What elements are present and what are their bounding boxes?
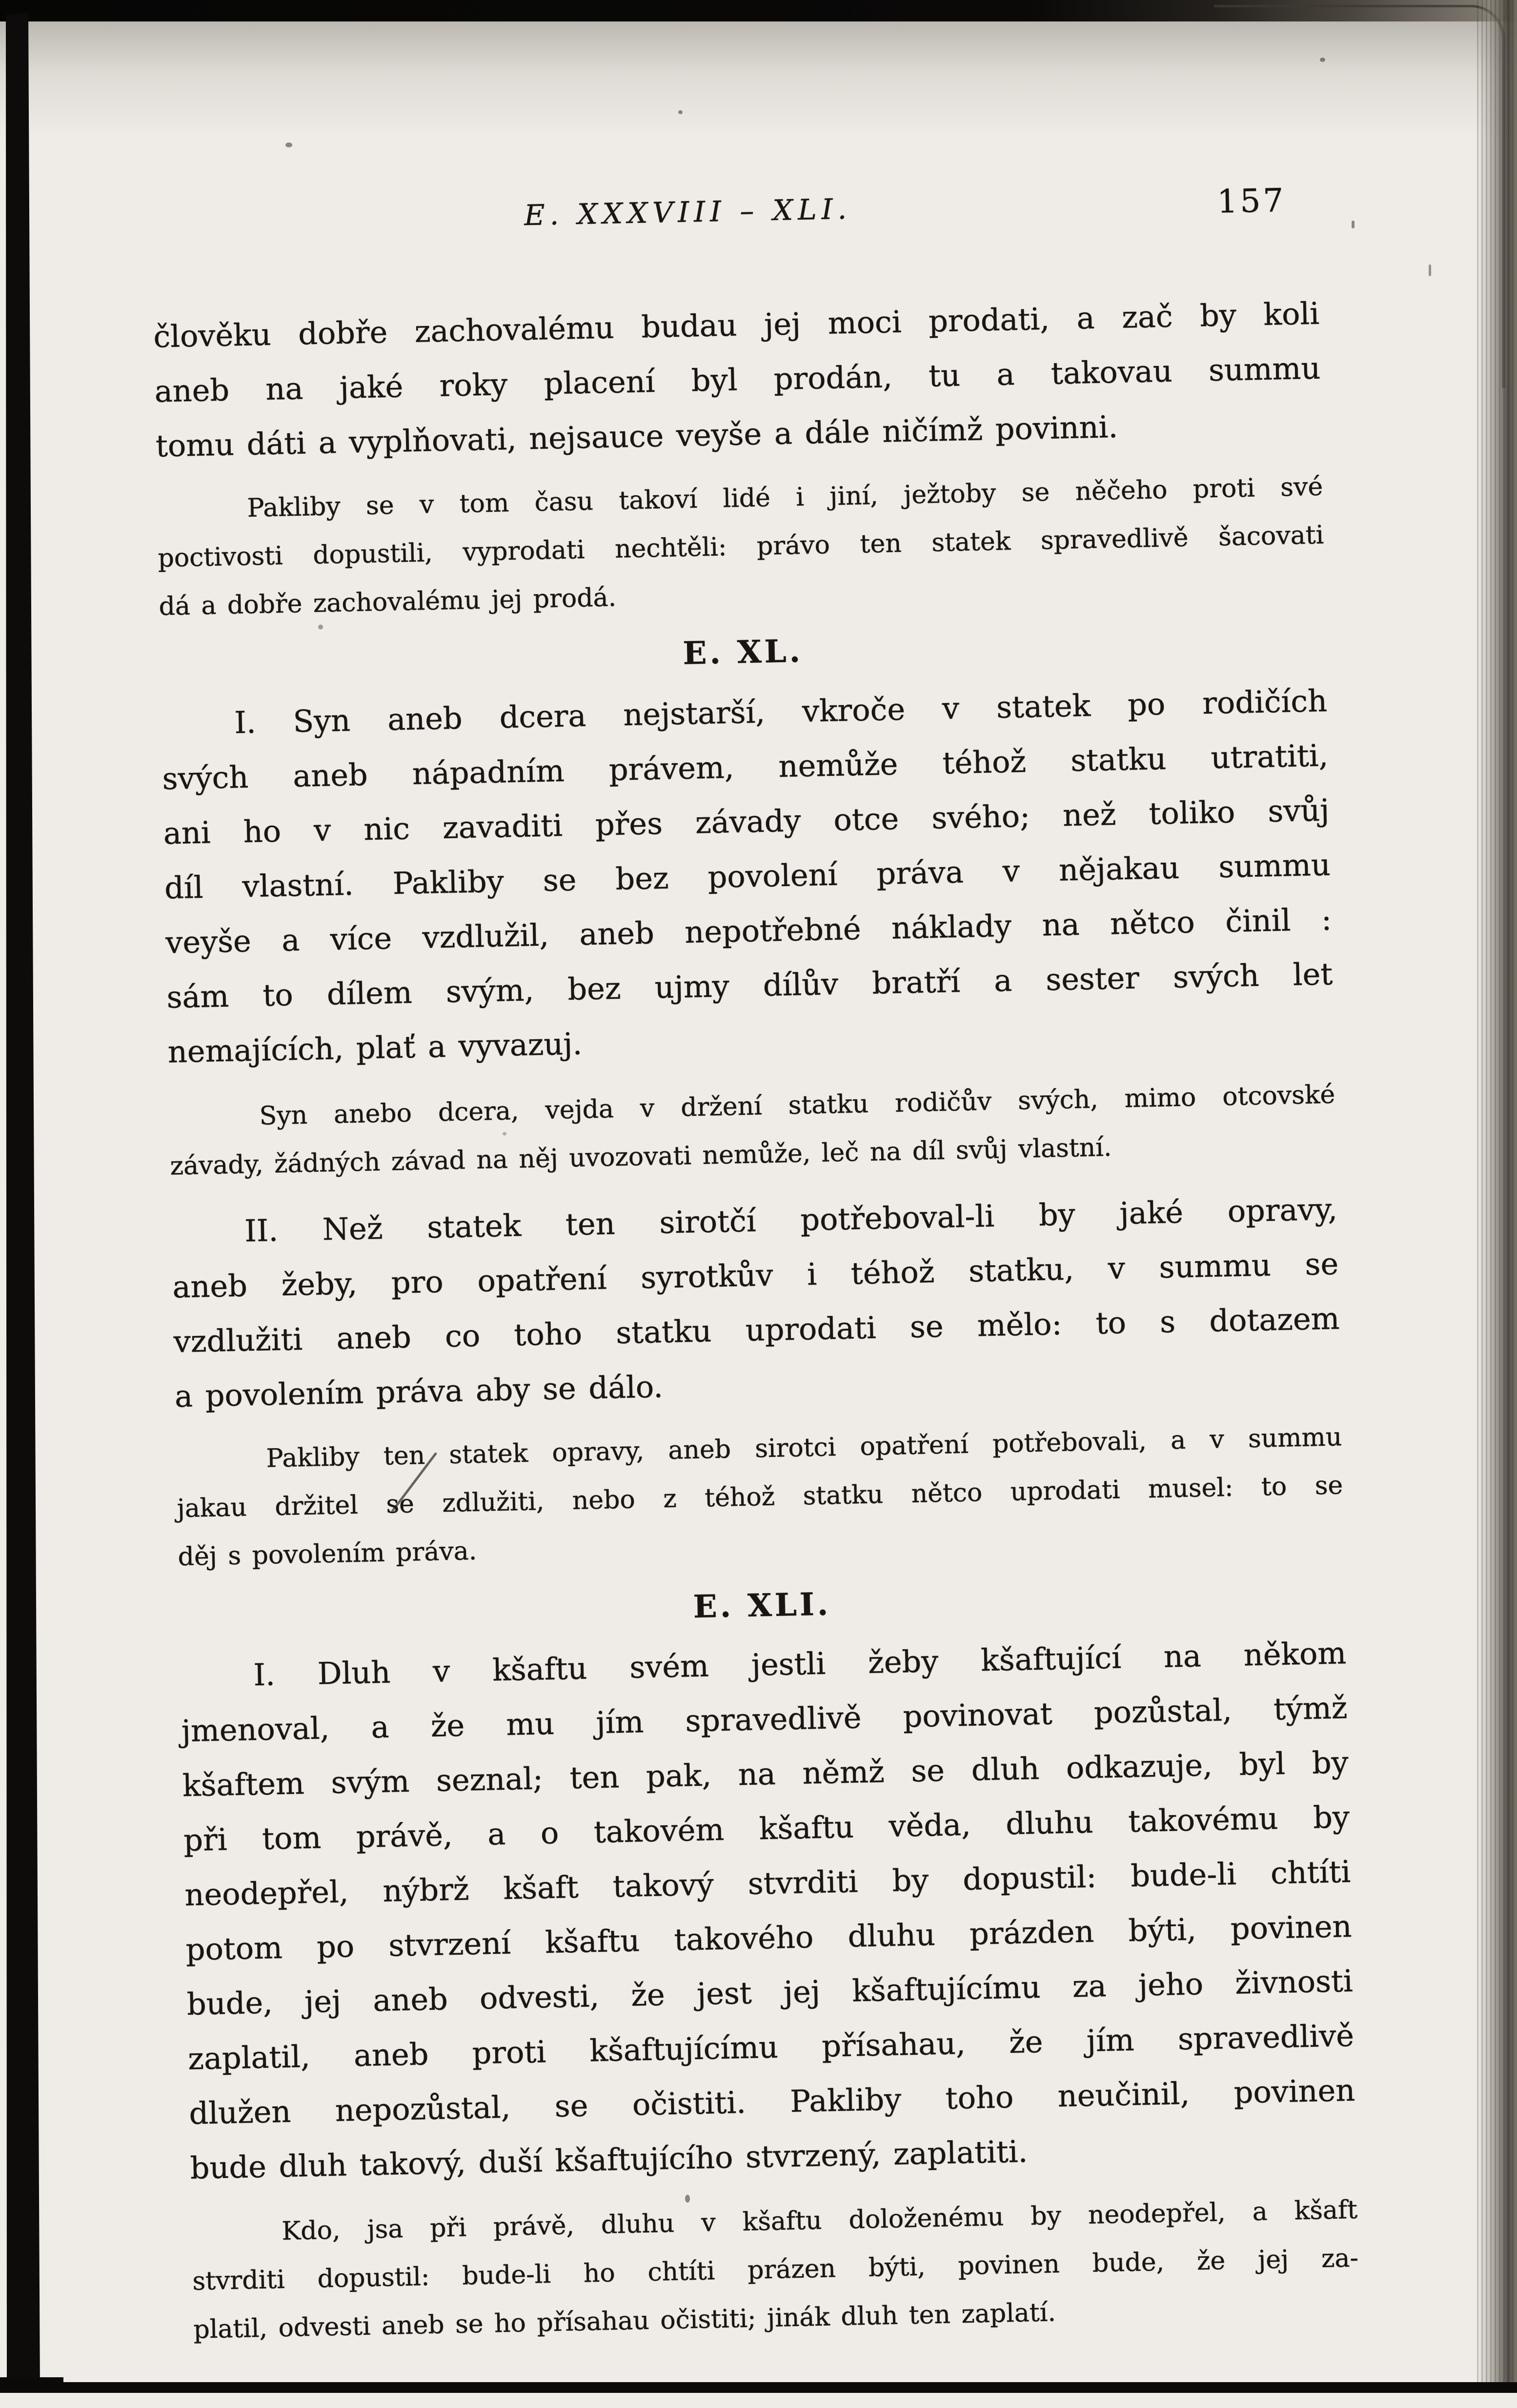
page-number: 157 (1216, 181, 1287, 221)
text-line: tomu dáti a vyplňovati, nejsauce veyše a dále ničímž povinni. (155, 408, 1118, 464)
statute-paragraph (180, 1626, 1356, 2196)
text-line: závady, žádných závad na něj uvozovati nemůže, leč na díl svůj vlastní. (169, 1133, 1112, 1181)
text-line: ani ho v nic zavaditi přes závady otce svého; než toliko svůj (163, 792, 1330, 851)
text-line: Kdo, jsa při právě, dluhu v kšaftu doloženému by neodepřel, a kšaft (281, 2195, 1358, 2246)
text-line: sám to dílem svým, bez ujmy dílův bratří a sester svých let (166, 956, 1333, 1015)
text-column (147, 0, 1360, 2354)
text-line: II. Než statek ten sirotčí potřeboval-li by jaké opravy, (244, 1191, 1338, 1249)
commentary-paragraph (157, 463, 1325, 631)
section-heading: E. XLI. (692, 1586, 831, 1625)
statute-paragraph (153, 286, 1322, 474)
text-line: aneb na jaké roky placení byl prodán, tu a takovau summu (154, 350, 1321, 409)
text-line: při tom právě, a o takovém kšaftu věda, dluhu takovému by (183, 1799, 1350, 1858)
text-line: zaplatil, aneb proti kšaftujícímu přísahau, že jím spravedlivě (187, 2017, 1355, 2077)
text-line: Pakliby se v tom času takoví lidé i jiní, ježtoby se něčeho proti své (246, 472, 1323, 523)
text-line: Pakliby ten statek opravy, aneb sirotci opatření potřebovali, a v summu (265, 1422, 1342, 1474)
section-heading: E. XL. (682, 632, 804, 672)
running-header (151, 183, 1317, 247)
text-line: bude dluh takový, duší kšaftujícího stvrzený, zaplatiti. (189, 2133, 1028, 2186)
body-text (153, 286, 1360, 2354)
text-line: I. Dluh v kšaftu svém jestli žeby kšaftující na někom (253, 1635, 1347, 1693)
text-line: a povolením práva aby se dálo. (174, 1369, 664, 1415)
text-line: dlužen nepozůstal, se očistiti. Pakliby toho neučinil, povinen (188, 2072, 1355, 2131)
text-line: díl vlastní. Pakliby se bez povolení práva v nějakau summu (164, 847, 1331, 906)
text-line: nemajících, plať a vyvazuj. (167, 1026, 583, 1070)
statute-paragraph (171, 1182, 1341, 1424)
text-line: jmenoval, a že mu jím spravedlivě povinovat pozůstal, týmž (181, 1689, 1348, 1749)
statute-paragraph (161, 673, 1334, 1079)
text-line: děj s povolením práva. (177, 1536, 477, 1572)
text-line: Syn anebo dcera, vejda v držení statku rodičův svých, mimo otcovské (259, 1080, 1335, 1131)
text-line: veyše a více vzdlužil, aneb nepotřebné náklady na nětco činil : (165, 901, 1332, 961)
text-line: svých aneb nápadním právem, nemůže téhož statku utratiti, (162, 737, 1329, 797)
text-line: potom po stvrzení kšaftu takového dluhu prázden býti, povinen (185, 1908, 1352, 1967)
commentary-paragraph (191, 2186, 1359, 2354)
text-line: aneb žeby, pro opatření syrotkův i téhož statku, v summu se (172, 1246, 1339, 1305)
text-line: stvrditi dopustil: bude-li ho chtíti prázen býti, povinen bude, že jej za- (192, 2243, 1359, 2296)
text-line: poctivosti dopustili, vyprodati nechtěli: právo ten statek spravedlivě šacovati (157, 520, 1324, 573)
text-line: vzdlužiti aneb co toho statku uprodati se mělo: to s dotazem (173, 1300, 1340, 1360)
text-line: neodepřel, nýbrž kšaft takový stvrditi by dopustil: bude-li chtíti (184, 1853, 1351, 1913)
text-line: I. Syn aneb dcera nejstarší, vkroče v statek po rodičích (234, 683, 1328, 741)
text-line: platil, odvesti aneb se ho přísahau očistiti; jinák dluh ten zaplatí. (193, 2298, 1056, 2345)
text-line: bude, jej aneb odvesti, že jest jej kšaftujícímu za jeho živnosti (186, 1963, 1354, 2022)
commentary-paragraph (169, 1071, 1336, 1191)
text-line: kšaftem svým seznal; ten pak, na němž se dluh odkazuje, byl by (182, 1744, 1349, 1803)
text-line: dá a dobře zachovalému jej prodá. (158, 583, 617, 622)
commentary-paragraph (176, 1413, 1344, 1581)
running-header-title: E. XXXVIII – XLI. (524, 192, 852, 232)
text-line: jakau držitel se zdlužiti, nebo z téhož statku nětco uprodati musel: to se (177, 1471, 1343, 1524)
text-line: člověku dobře zachovalému budau jej moci prodati, a zač by koli (153, 295, 1320, 355)
